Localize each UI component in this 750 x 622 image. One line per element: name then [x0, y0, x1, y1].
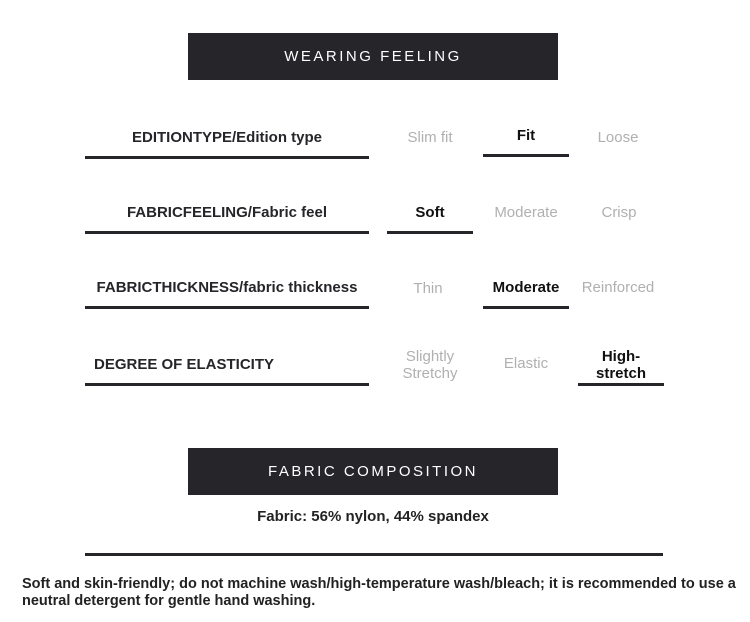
option-soft-selected: Soft [387, 194, 473, 234]
row-label-elasticity: DEGREE OF ELASTICITY [85, 346, 369, 386]
option-slim-fit: Slim fit [407, 128, 453, 146]
option-moderate: Moderate [494, 203, 558, 221]
row-label-fabric-thickness: FABRICTHICKNESS/fabric thickness [85, 269, 369, 309]
fabric-composition-text: Fabric: 56% nylon, 44% spandex [257, 508, 489, 525]
wearing-feeling-banner [188, 33, 558, 80]
option-reinforced: Reinforced [581, 278, 655, 296]
option-fit-selected: Fit [483, 117, 569, 157]
option-moderate-selected: Moderate [483, 269, 569, 309]
section-divider [85, 553, 663, 556]
fabric-composition-banner [188, 448, 558, 495]
care-instructions: Soft and skin-friendly; do not machine wash/high-temperature wash/bleach; it is recommended to use a neutral detergent for gentle hand washing. [22, 576, 736, 609]
option-elastic: Elastic [503, 354, 549, 372]
fabric-composition-title: FABRIC COMPOSITION [267, 463, 478, 480]
option-high-stretch-selected: High-stretch [578, 346, 664, 386]
option-crisp: Crisp [601, 203, 637, 221]
row-label-edition-type: EDITIONTYPE/Edition type [85, 119, 369, 159]
wearing-feeling-title: WEARING FEELING [284, 48, 462, 65]
option-slightly-stretchy: Slightly Stretchy [402, 348, 458, 382]
option-thin: Thin [413, 279, 443, 297]
row-label-fabric-feel: FABRICFEELING/Fabric feel [85, 194, 369, 234]
option-loose: Loose [597, 128, 639, 146]
